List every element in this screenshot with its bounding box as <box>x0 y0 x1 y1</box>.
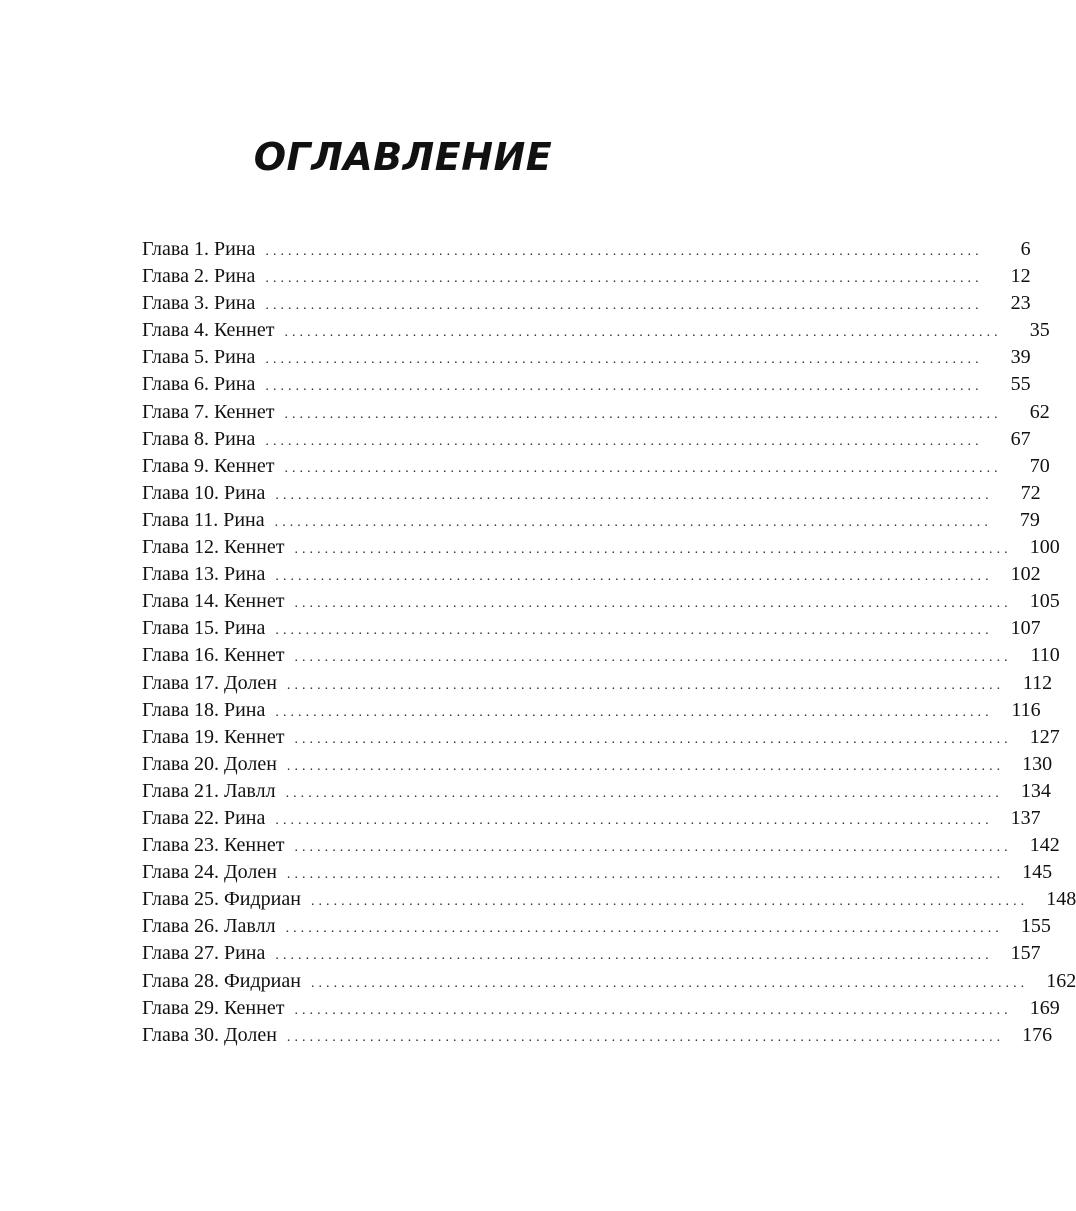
chapter-title: Глава 26. Лавлл <box>142 915 276 938</box>
chapter-title: Глава 24. Долен <box>142 861 277 884</box>
chapter-title: Глава 18. Рина <box>142 698 266 721</box>
toc-entry <box>142 236 1031 263</box>
page-number: 23 <box>1010 292 1031 315</box>
dot-leader: ............................................................................................... <box>275 812 993 828</box>
chapter-title: Глава 9. Кеннет <box>142 454 275 477</box>
dot-leader: ............................................................................................... <box>265 271 983 287</box>
chapter-title: Глава 8. Рина <box>142 427 256 450</box>
page-number: 70 <box>1029 454 1050 477</box>
dot-leader: ............................................................................................... <box>265 379 983 395</box>
chapter-title: Глава 5. Рина <box>142 346 256 369</box>
toc-entry <box>142 859 1053 886</box>
chapter-title: Глава 20. Долен <box>142 752 277 775</box>
dot-leader: ............................................................................................... <box>294 542 1012 558</box>
toc-entry <box>142 290 1031 317</box>
dot-leader: ............................................................................................... <box>294 840 1012 856</box>
chapter-title: Глава 6. Рина <box>142 373 256 396</box>
dot-leader: ............................................................................................... <box>310 894 1029 910</box>
dot-leader: ............................................................................................... <box>286 1029 1005 1045</box>
chapter-title: Глава 2. Рина <box>142 265 256 288</box>
toc-entry <box>142 426 1031 453</box>
dot-leader: ............................................................................................... <box>284 325 1002 341</box>
page-number: 12 <box>1010 265 1031 288</box>
page-number: 127 <box>1029 725 1060 748</box>
chapter-title: Глава 1. Рина <box>142 238 256 260</box>
dot-leader: ............................................................................................... <box>286 677 1005 693</box>
page-number: 176 <box>1022 1023 1053 1046</box>
toc-entry <box>142 805 1041 832</box>
toc-entry <box>142 317 1050 344</box>
page-number: 105 <box>1029 590 1060 613</box>
toc-entry <box>142 670 1053 697</box>
toc-entry <box>142 1022 1053 1049</box>
toc-entry <box>142 263 1031 290</box>
dot-leader: ............................................................................................... <box>294 731 1012 747</box>
dot-leader: ............................................................................................... <box>294 1002 1012 1018</box>
chapter-title: Глава 28. Фидриан <box>142 969 301 992</box>
chapter-title: Глава 3. Рина <box>142 292 256 315</box>
dot-leader: ............................................................................................... <box>294 650 1012 666</box>
chapter-title: Глава 15. Рина <box>142 617 266 640</box>
dot-leader: ............................................................................................... <box>286 867 1005 883</box>
toc-entry <box>142 642 1060 669</box>
dot-leader: ............................................................................................... <box>274 514 992 530</box>
page-number: 145 <box>1022 861 1053 884</box>
toc-entry <box>142 913 1051 940</box>
chapter-title: Глава 25. Фидриан <box>142 888 301 911</box>
page-number: 155 <box>1020 915 1051 938</box>
chapter-title: Глава 19. Кеннет <box>142 725 285 748</box>
page-number: 107 <box>1010 617 1041 640</box>
dot-leader: ............................................................................................... <box>275 569 993 585</box>
toc-entry <box>142 371 1031 398</box>
chapter-title: Глава 30. Долен <box>142 1023 277 1046</box>
toc-entry <box>142 399 1050 426</box>
toc-entry <box>142 344 1031 371</box>
chapter-title: Глава 17. Долен <box>142 671 277 694</box>
toc-entry <box>142 751 1053 778</box>
dot-leader: ............................................................................................... <box>265 244 983 259</box>
toc-entry <box>142 940 1041 967</box>
table-of-contents <box>142 236 1076 1049</box>
page-number: 137 <box>1010 806 1041 829</box>
page-number: 79 <box>1019 508 1040 531</box>
page-number: 102 <box>1010 563 1041 586</box>
dot-leader: ............................................................................................... <box>294 596 1012 612</box>
page-number: 148 <box>1046 888 1076 911</box>
page-number: 110 <box>1030 644 1060 667</box>
page-number: 6 <box>1020 238 1031 260</box>
dot-leader: ............................................................................................... <box>275 704 993 720</box>
dot-leader: ............................................................................................... <box>275 487 993 503</box>
dot-leader: ............................................................................................... <box>265 433 983 449</box>
chapter-title: Глава 13. Рина <box>142 563 266 586</box>
toc-entry <box>142 724 1060 751</box>
page-number: 100 <box>1029 536 1060 559</box>
chapter-title: Глава 22. Рина <box>142 806 266 829</box>
toc-entry <box>142 697 1041 724</box>
page-number: 39 <box>1010 346 1031 369</box>
dot-leader: ............................................................................................... <box>285 921 1003 937</box>
dot-leader: ............................................................................................... <box>286 758 1005 774</box>
dot-leader: ............................................................................................... <box>285 785 1003 801</box>
page-number: 157 <box>1010 942 1041 965</box>
page-number: 130 <box>1022 752 1053 775</box>
dot-leader: ............................................................................................... <box>275 623 993 639</box>
chapter-title: Глава 14. Кеннет <box>142 590 285 613</box>
page-number: 162 <box>1046 969 1076 992</box>
page-number: 134 <box>1020 779 1051 802</box>
chapter-title: Глава 23. Кеннет <box>142 834 285 857</box>
chapter-title: Глава 4. Кеннет <box>142 319 275 342</box>
dot-leader: ............................................................................................... <box>265 352 983 368</box>
chapter-title: Глава 10. Рина <box>142 481 266 504</box>
toc-entry <box>142 968 1076 995</box>
dot-leader: ............................................................................................... <box>284 406 1002 422</box>
page-number: 169 <box>1029 996 1060 1019</box>
toc-entry <box>142 588 1060 615</box>
toc-entry <box>142 886 1076 913</box>
page-number: 112 <box>1022 671 1053 694</box>
toc-entry <box>142 507 1040 534</box>
page-number: 142 <box>1029 834 1060 857</box>
page-number: 72 <box>1020 481 1041 504</box>
chapter-title: Глава 16. Кеннет <box>142 644 285 667</box>
toc-entry <box>142 480 1041 507</box>
dot-leader: ............................................................................................... <box>284 460 1002 476</box>
page-number: 116 <box>1011 698 1041 721</box>
chapter-title: Глава 12. Кеннет <box>142 536 285 559</box>
dot-leader: ............................................................................................... <box>275 948 993 964</box>
toc-entry <box>142 615 1041 642</box>
toc-entry <box>142 453 1050 480</box>
toc-entry <box>142 778 1051 805</box>
toc-entry <box>142 534 1060 561</box>
page-number: 67 <box>1010 427 1031 450</box>
chapter-title: Глава 29. Кеннет <box>142 996 285 1019</box>
dot-leader: ............................................................................................... <box>265 298 983 314</box>
page-number: 55 <box>1010 373 1031 396</box>
page-title: ОГЛАВЛЕНИЕ <box>253 135 553 180</box>
chapter-title: Глава 27. Рина <box>142 942 266 965</box>
chapter-title: Глава 11. Рина <box>142 508 265 531</box>
page-number: 35 <box>1029 319 1050 342</box>
toc-entry <box>142 995 1060 1022</box>
chapter-title: Глава 7. Кеннет <box>142 400 275 423</box>
chapter-title: Глава 21. Лавлл <box>142 779 276 802</box>
dot-leader: ............................................................................................... <box>310 975 1029 991</box>
toc-entry <box>142 832 1060 859</box>
toc-entry <box>142 561 1041 588</box>
page-number: 62 <box>1029 400 1050 423</box>
